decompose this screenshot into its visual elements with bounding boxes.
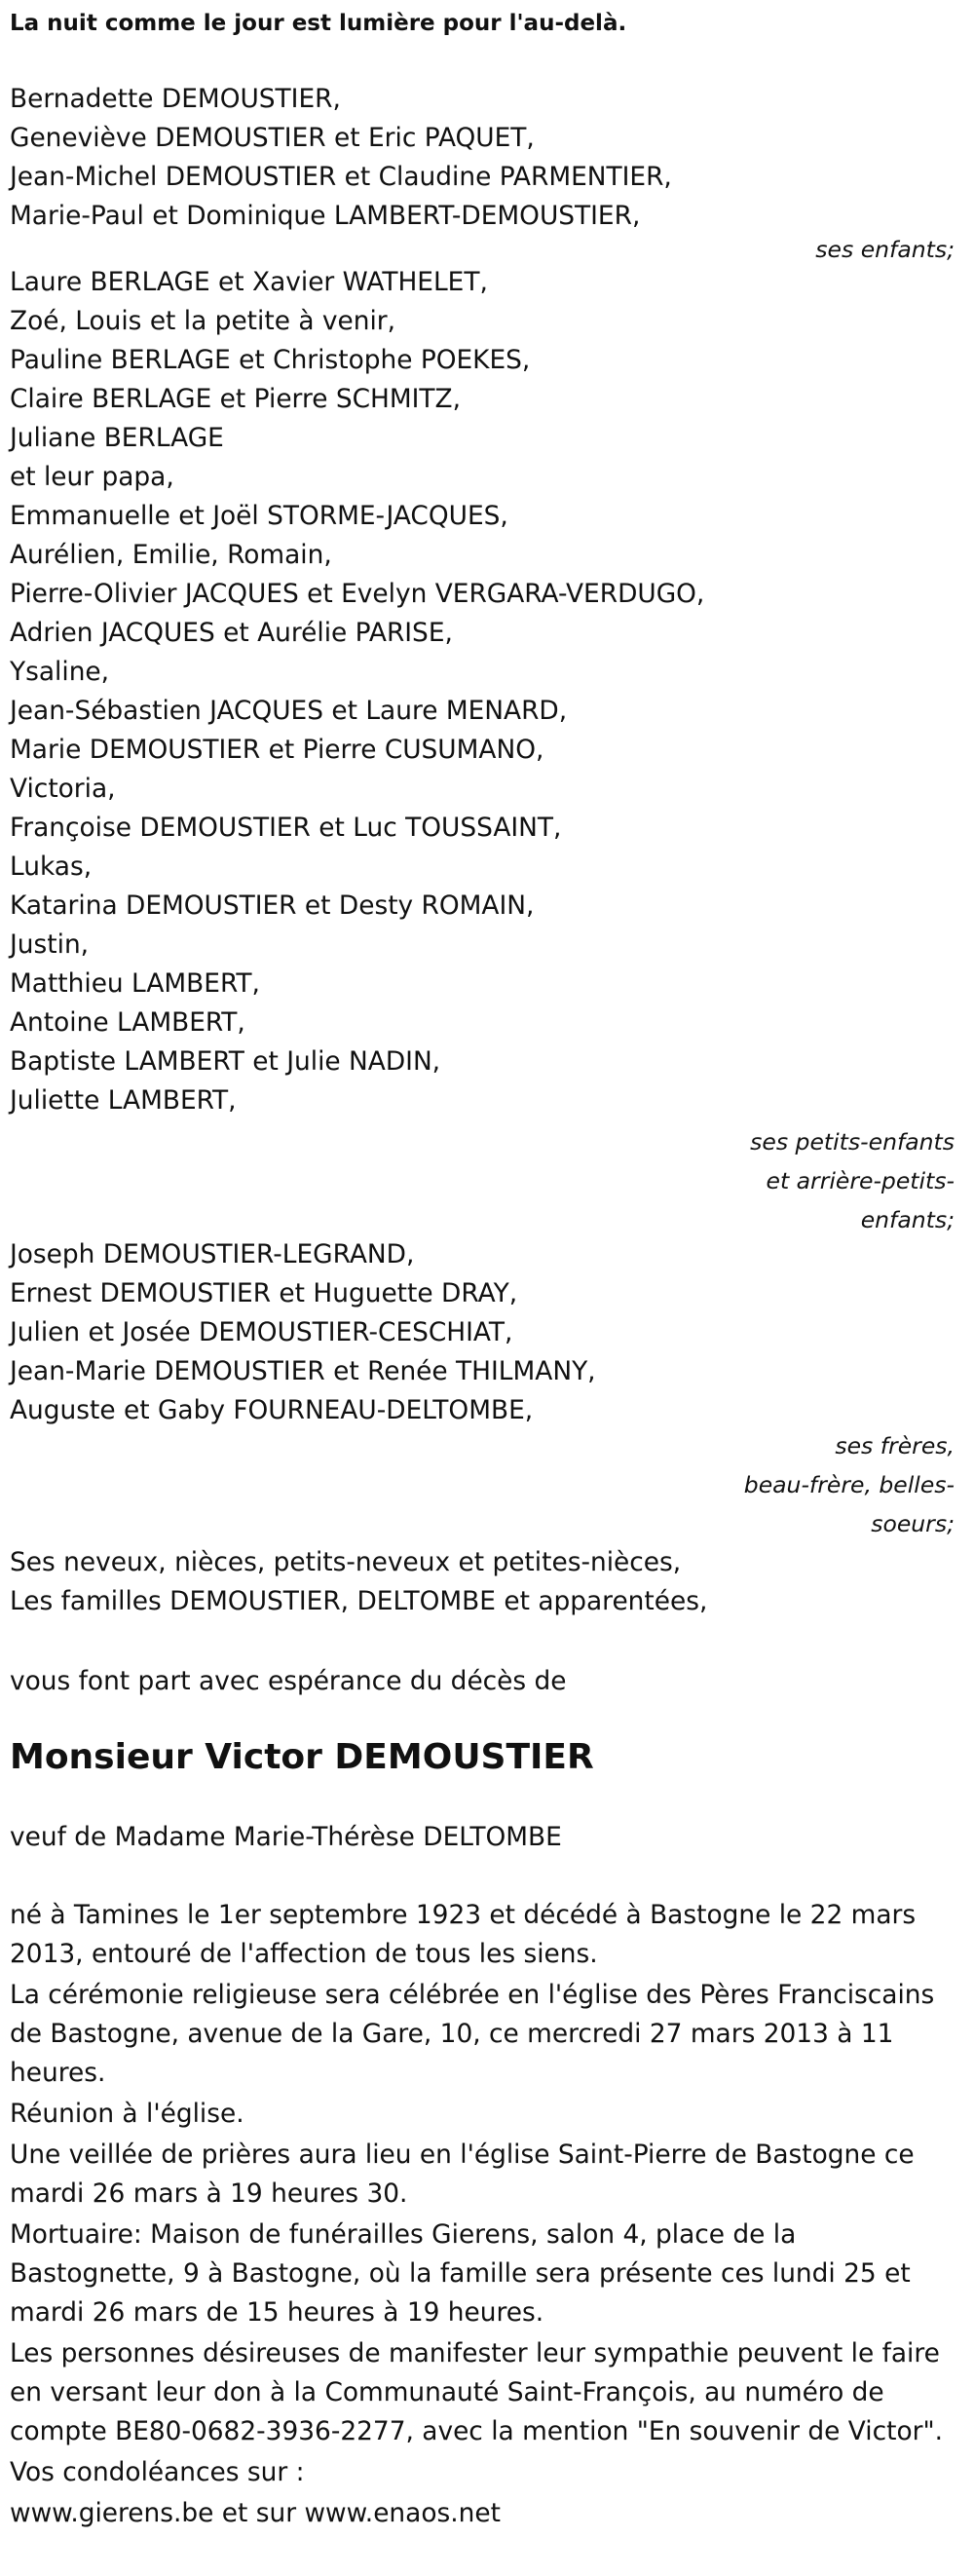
family-line: Marie-Paul et Dominique LAMBERT-DEMOUSTIER, — [10, 201, 641, 231]
family-line: Aurélien, Emilie, Romain, — [10, 540, 332, 570]
announce-text: vous font part avec espérance du décès de — [10, 1666, 567, 1696]
deceased-name: Monsieur Victor DEMOUSTIER — [10, 1737, 594, 1777]
relation-line: ses enfants; — [815, 236, 955, 263]
family-line: Ysaline, — [10, 657, 110, 687]
grandchildren-list — [10, 263, 955, 1120]
obituary-content — [10, 0, 955, 2533]
widower-line — [10, 1818, 955, 1857]
family-line: Juliane BERLAGE — [10, 423, 224, 453]
family-line: Antoine LAMBERT, — [10, 1007, 245, 1038]
family-line: Adrien JACQUES et Aurélie PARISE, — [10, 618, 453, 648]
websites[interactable]: www.gierens.be et sur www.enaos.net — [10, 2498, 501, 2528]
family-line: et leur papa, — [10, 462, 174, 492]
motto: La nuit comme le jour est lumière pour l'au-delà. — [10, 11, 627, 36]
family-line: Baptiste LAMBERT et Julie NADIN, — [10, 1046, 441, 1077]
grandchildren-relation — [10, 1122, 955, 1239]
family-line: Lukas, — [10, 852, 93, 882]
relation-line: enfants; — [860, 1206, 955, 1233]
paragraph: Réunion à l'église. — [10, 2099, 244, 2129]
family-line: Laure BERLAGE et Xavier WATHELET, — [10, 267, 488, 297]
family-line: Claire BERLAGE et Pierre SCHMITZ, — [10, 384, 462, 414]
family-line: Pauline BERLAGE et Christophe POEKES, — [10, 345, 531, 375]
relation-line: beau-frère, belles- — [743, 1471, 955, 1498]
family-line: Matthieu LAMBERT, — [10, 968, 260, 999]
extended-family — [10, 1543, 955, 1621]
family-line: Bernadette DEMOUSTIER, — [10, 84, 341, 114]
family-line: Juliette LAMBERT, — [10, 1085, 237, 1116]
family-line: Auguste et Gaby FOURNEAU-DELTOMBE, — [10, 1395, 534, 1425]
family-line: Les familles DEMOUSTIER, DELTOMBE et apparentées, — [10, 1586, 708, 1616]
family-line: Ses neveux, nièces, petits-neveux et petites-nièces, — [10, 1547, 682, 1577]
widower-text: veuf de Madame Marie-Thérèse DELTOMBE — [10, 1822, 562, 1852]
family-line: Jean-Michel DEMOUSTIER et Claudine PARMENTIER, — [10, 162, 672, 192]
family-line: Joseph DEMOUSTIER-LEGRAND, — [10, 1239, 415, 1269]
family-line: Françoise DEMOUSTIER et Luc TOUSSAINT, — [10, 813, 562, 843]
family-line: Victoria, — [10, 774, 116, 804]
relation-line: soeurs; — [871, 1510, 955, 1537]
paragraph: Mortuaire: Maison de funérailles Gierens, salon 4, place de la Bastognette, 9 à Bastogne, où la famille sera présente ces lundi 25 et mardi 26 mars de 15 heures à 19 heures. — [10, 2219, 911, 2328]
paragraph: Vos condoléances sur : — [10, 2457, 305, 2487]
announcement — [10, 1662, 955, 1701]
siblings-relation — [10, 1426, 955, 1543]
relation-line: et arrière-petits- — [766, 1167, 955, 1194]
family-line: Pierre-Olivier JACQUES et Evelyn VERGARA-VERDUGO, — [10, 579, 705, 609]
paragraph: Les personnes désireuses de manifester leur sympathie peuvent le faire en versant leur don à la Communauté Saint-François, au numéro de compte BE80-0682-3936-2277, avec la mention "En souvenir de Victor". — [10, 2338, 943, 2446]
details-paragraphs — [10, 1896, 955, 2533]
paragraph: La cérémonie religieuse sera célébrée en l'église des Pères Franciscains de Bastogne, avenue de la Gare, 10, ce mercredi 27 mars 2013 à 11 heures. — [10, 1980, 935, 2088]
relation-line: ses frères, — [835, 1432, 955, 1459]
family-line: Emmanuelle et Joël STORME-JACQUES, — [10, 501, 508, 531]
family-line: Marie DEMOUSTIER et Pierre CUSUMANO, — [10, 735, 544, 765]
family-line: Katarina DEMOUSTIER et Desty ROMAIN, — [10, 890, 535, 921]
relation-line: ses petits-enfants — [750, 1128, 955, 1155]
family-line: Geneviève DEMOUSTIER et Eric PAQUET, — [10, 123, 535, 153]
family-line: Julien et Josée DEMOUSTIER-CESCHIAT, — [10, 1317, 513, 1347]
siblings-list — [10, 1235, 955, 1430]
family-line: Ernest DEMOUSTIER et Huguette DRAY, — [10, 1278, 518, 1308]
paragraph: né à Tamines le 1er septembre 1923 et décédé à Bastogne le 22 mars 2013, entouré de l'affection de tous les siens. — [10, 1900, 917, 1969]
paragraph: Une veillée de prières aura lieu en l'église Saint-Pierre de Bastogne ce mardi 26 mars à 19 heures 30. — [10, 2140, 915, 2209]
family-line: Zoé, Louis et la petite à venir, — [10, 306, 396, 336]
family-line: Jean-Sébastien JACQUES et Laure MENARD, — [10, 696, 568, 726]
family-line: Jean-Marie DEMOUSTIER et Renée THILMANY, — [10, 1356, 596, 1386]
children-list — [10, 80, 955, 236]
family-line: Justin, — [10, 929, 90, 960]
